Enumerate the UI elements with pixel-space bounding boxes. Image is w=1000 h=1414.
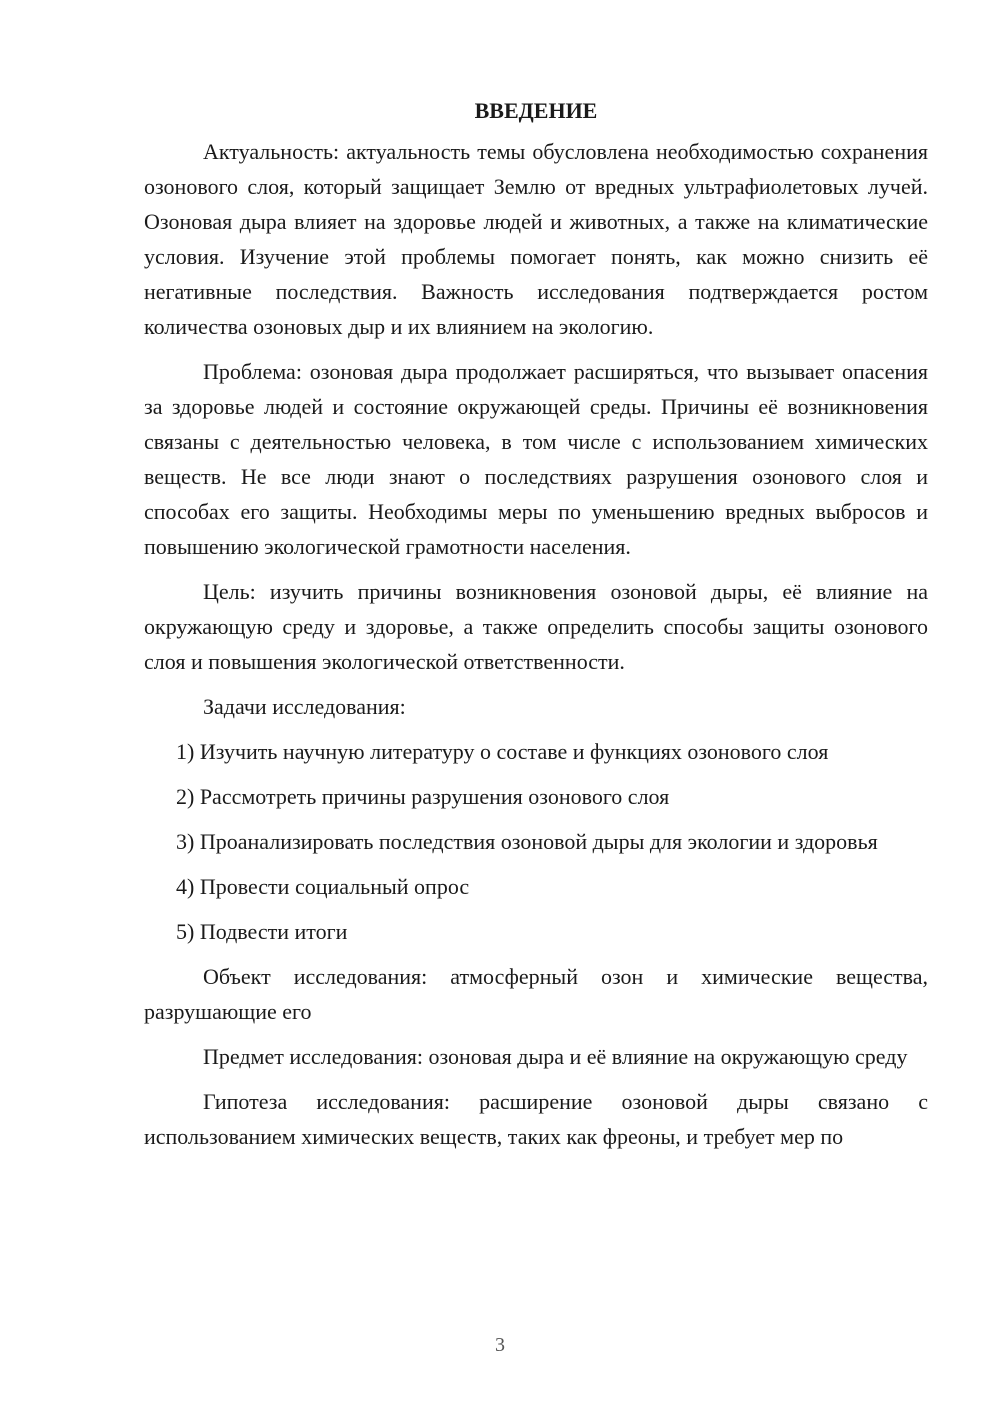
section-title: ВВЕДЕНИЕ <box>474 98 598 123</box>
task-item: 2) Рассмотреть причины разрушения озонового слоя <box>176 784 670 809</box>
task-item: 4) Провести социальный опрос <box>176 874 470 899</box>
relevance-paragraph: Актуальность: актуальность темы обусловлена необходимостью сохранения озонового слоя, который защищает Землю от вредных ультрафиолетовых лучей. Озоновая дыра влияет на здоровье людей и животных, а также на климатические условия. Изучение этой проблемы помогает понять, как можно снизить её негативные последствия. Важность исследования подтверждается ростом количества озоновых дыр и их влиянием на экологию. <box>144 139 928 339</box>
task-item: 3) Проанализировать последствия озоновой дыры для экологии и здоровья <box>176 829 878 854</box>
hypothesis-paragraph: Гипотеза исследования: расширение озоновой дыры связано с использованием химических веществ, таких как фреоны, и требует мер по <box>144 1089 928 1149</box>
problem-paragraph: Проблема: озоновая дыра продолжает расширяться, что вызывает опасения за здоровье людей и состояние окружающей среды. Причины её возникновения связаны с деятельностью человека, в том числе с использованием химических веществ. Не все люди знают о последствиях разрушения озонового слоя и способах его защиты. Необходимы меры по уменьшению вредных выбросов и повышению экологической грамотности населения. <box>144 359 928 559</box>
page-number: 3 <box>495 1334 505 1356</box>
subject-paragraph: Предмет исследования: озоновая дыра и её влияние на окружающую среду <box>203 1044 908 1069</box>
tasks-heading: Задачи исследования: <box>203 694 406 719</box>
goal-paragraph: Цель: изучить причины возникновения озоновой дыры, её влияние на окружающую среду и здоровье, а также определить способы защиты озонового слоя и повышения экологической ответственности. <box>144 579 928 674</box>
task-item: 5) Подвести итоги <box>176 919 348 944</box>
object-paragraph: Объект исследования: атмосферный озон и химические вещества, разрушающие его <box>144 964 928 1024</box>
task-item: 1) Изучить научную литературу о составе и функциях озонового слоя <box>176 739 829 764</box>
document-page <box>144 96 928 1164</box>
